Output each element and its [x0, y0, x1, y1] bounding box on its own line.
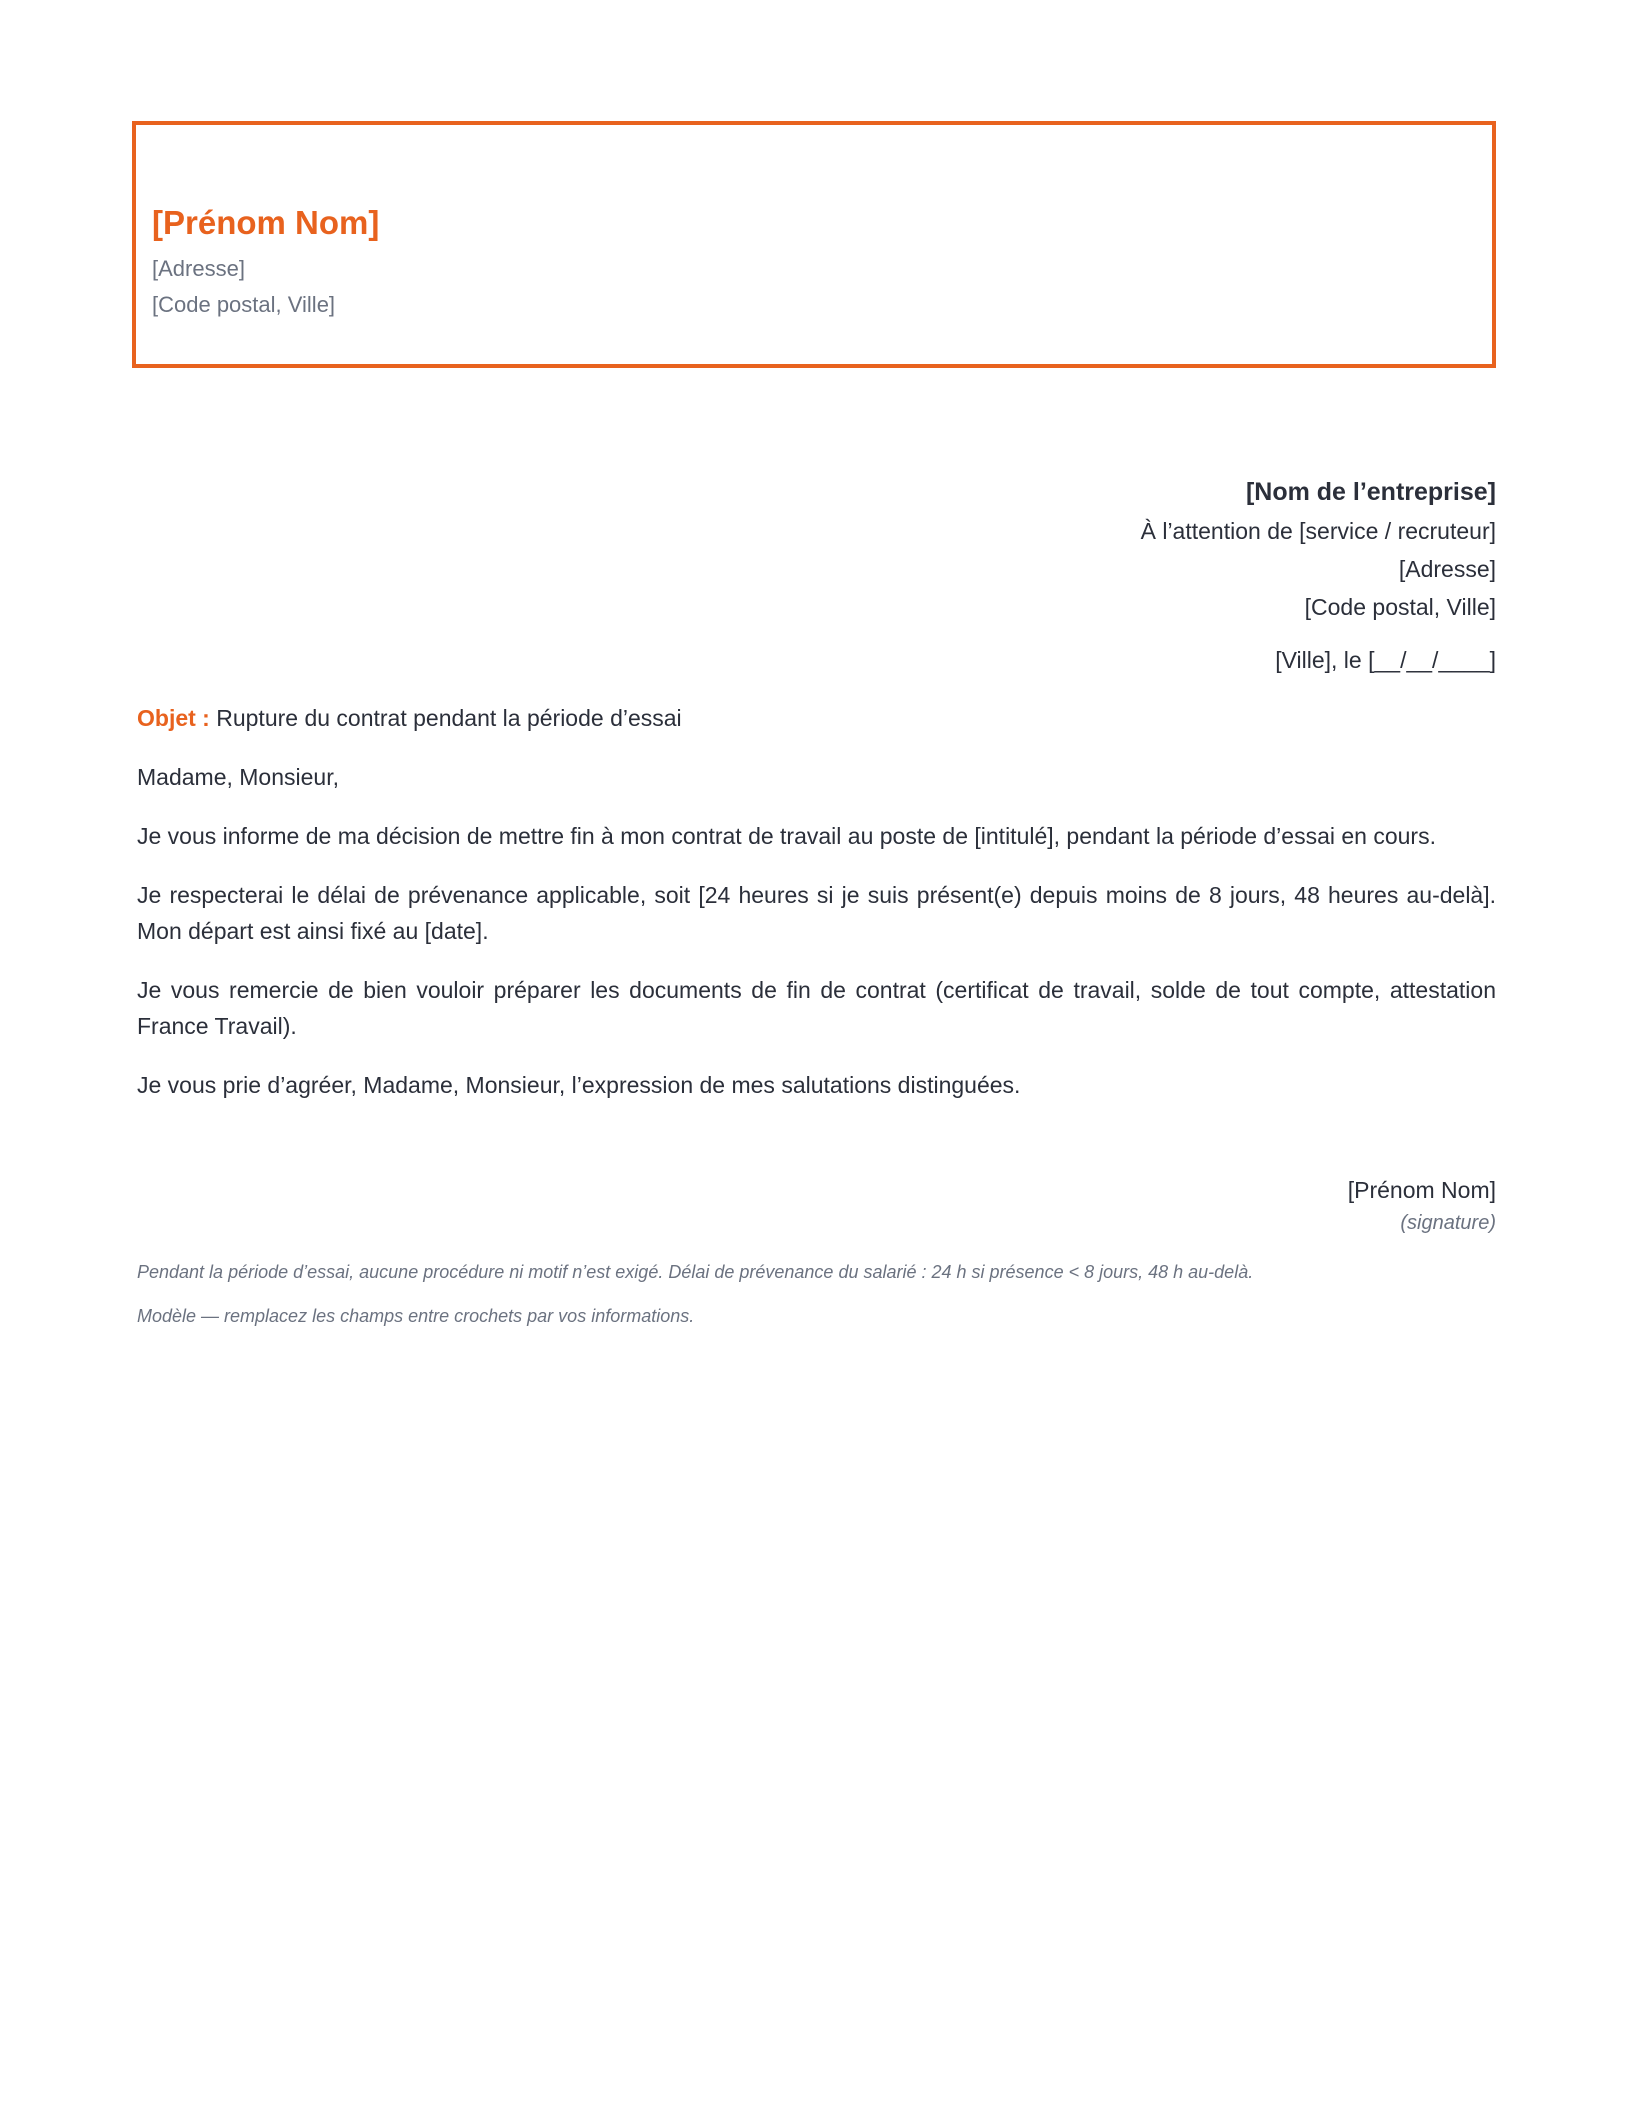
footnotes	[137, 1260, 1253, 1348]
footnote: Pendant la période d’essai, aucune procédure ni motif n’est exigé. Délai de prévenance du salarié : 24 h si présence < 8 jours, 48 h au-delà.	[137, 1262, 1254, 1282]
recipient-address: [Adresse]	[1398, 556, 1496, 582]
signature-block	[1348, 1172, 1496, 1238]
paragraph: Je respecterai le délai de prévenance applicable, soit [24 heures si je suis présent(e) depuis moins de 8 jours, 48 heures au-delà]. Mon départ est ainsi fixé au [date].	[137, 882, 1496, 944]
recipient-company: [Nom de l’entreprise]	[1245, 478, 1496, 506]
paragraph: Je vous remercie de bien vouloir préparer les documents de fin de contrat (certificat de travail, solde de tout compte, attestation France Travail).	[137, 977, 1496, 1039]
subject-text: Rupture du contrat pendant la période d’essai	[216, 705, 682, 731]
signature-note: (signature)	[1400, 1212, 1496, 1234]
paragraph: Je vous informe de ma décision de mettre fin à mon contrat de travail au poste de [intitulé], pendant la période d’essai en cours.	[137, 823, 1436, 849]
signature-name: [Prénom Nom]	[1347, 1177, 1496, 1203]
subject-label: Objet :	[137, 705, 210, 731]
sender-city: [Code postal, Ville]	[152, 292, 336, 317]
salutation: Madame, Monsieur,	[137, 764, 339, 790]
recipient-attention: À l’attention de [service / recruteur]	[1140, 518, 1496, 544]
subject-line	[137, 700, 1496, 736]
recipient-block	[1141, 472, 1496, 626]
letter-body	[137, 700, 1496, 1126]
sender-block	[132, 121, 1496, 368]
footnote: Modèle — remplacez les champs entre crochets par vos informations.	[137, 1306, 695, 1326]
date-line: [Ville], le [__/__/____]	[1275, 647, 1496, 673]
recipient-city: [Code postal, Ville]	[1304, 594, 1496, 620]
closing-paragraph: Je vous prie d’agréer, Madame, Monsieur, l’expression de mes salutations distinguées.	[137, 1072, 1021, 1098]
sender-address: [Adresse]	[152, 256, 245, 281]
sender-name: [Prénom Nom]	[152, 204, 380, 241]
